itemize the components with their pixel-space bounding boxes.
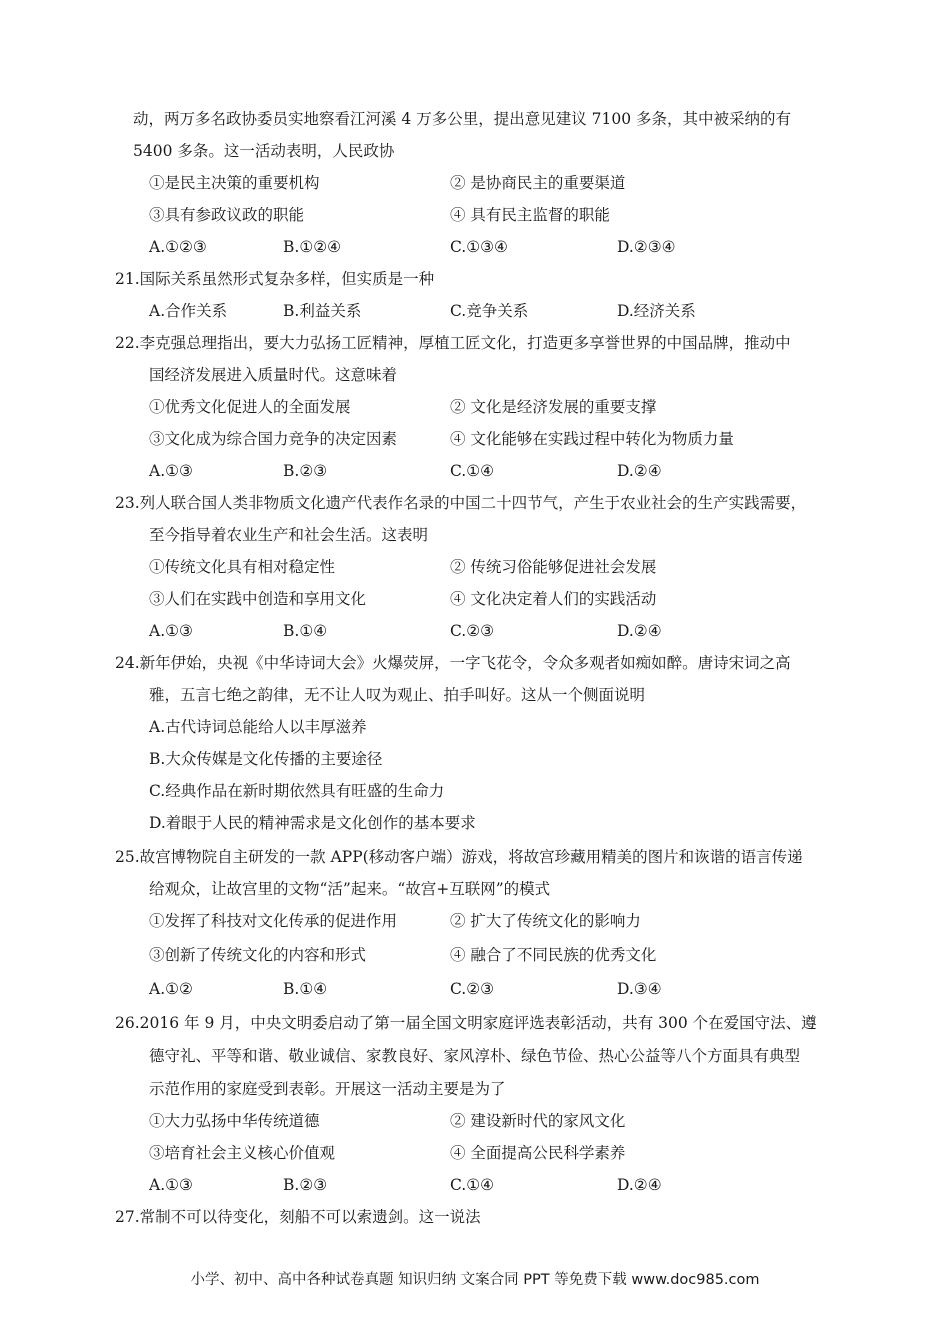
q21-option-c: C.竞争关系 [450, 302, 529, 320]
q20-option-d: D.②③④ [617, 238, 676, 256]
q20-statement-4: ④ 具有民主监督的职能 [450, 206, 610, 224]
q20-stem-line2: 5400 多条。这一活动表明，人民政协 [133, 142, 395, 160]
q24-stem-line1: 24.新年伊始，央视《中华诗词大会》火爆荧屏，一字飞花令，令众多观者如痴如醉。唐诗宋词之高 [115, 654, 791, 672]
q26-statement-3: ③培育社会主义核心价值观 [149, 1144, 336, 1162]
q26-option-d: D.②④ [617, 1176, 662, 1194]
q22-statement-4: ④ 文化能够在实践过程中转化为物质力量 [450, 430, 734, 448]
q26-statement-1: ①大力弘扬中华传统道德 [149, 1112, 320, 1130]
q22-statement-1: ①优秀文化促进人的全面发展 [149, 398, 351, 416]
q24-option-a: A.古代诗词总能给人以丰厚滋养 [149, 718, 367, 736]
q25-stem-line2: 给观众，让故宫里的文物“活”起来。“故宫+互联网”的模式 [149, 880, 551, 898]
q23-stem-line1: 23.列人联合国人类非物质文化遗产代表作名录的中国二十四节气，产生于农业社会的生产实践需要， [115, 494, 807, 512]
q20-option-c: C.①③④ [450, 238, 508, 256]
q22-statement-3: ③文化成为综合国力竞争的决定因素 [149, 430, 398, 448]
q25-option-c: C.②③ [450, 980, 495, 998]
q26-stem-line1: 26.2016 年 9 月，中央文明委启动了第一届全国文明家庭评选表彰活动，共有 300 个在爱国守法、遵 [115, 1014, 817, 1032]
q26-option-b: B.②③ [283, 1176, 328, 1194]
q25-option-b: B.①④ [283, 980, 328, 998]
q26-statement-2: ② 建设新时代的家风文化 [450, 1112, 626, 1130]
q21-option-b: B.利益关系 [283, 302, 362, 320]
q22-option-d: D.②④ [617, 462, 662, 480]
q26-option-c: C.①④ [450, 1176, 495, 1194]
q23-statement-1: ①传统文化具有相对稳定性 [149, 558, 336, 576]
q23-option-c: C.②③ [450, 622, 495, 640]
q23-statement-3: ③人们在实践中创造和享用文化 [149, 590, 367, 608]
q20-stem-line1: 动，两万多名政协委员实地察看江河溪 4 万多公里，提出意见建议 7100 多条，其中被采纳的有 [133, 110, 792, 128]
q23-option-b: B.①④ [283, 622, 328, 640]
page-footer: 小学、初中、高中各种试卷真题 知识归纳 文案合同 PPT 等免费下载 www.doc985.com [190, 1272, 760, 1288]
q24-stem-line2: 雅，五言七绝之韵律，无不让人叹为观止、拍手叫好。这从一个侧面说明 [149, 686, 646, 704]
q22-option-b: B.②③ [283, 462, 328, 480]
q24-option-b: B.大众传媒是文化传播的主要途径 [149, 750, 383, 768]
q25-statement-2: ② 扩大了传统文化的影响力 [450, 912, 641, 930]
q22-option-c: C.①④ [450, 462, 495, 480]
q26-stem-line3: 示范作用的家庭受到表彰。开展这一活动主要是为了 [149, 1080, 506, 1098]
q21-option-a: A.合作关系 [149, 302, 228, 320]
q23-statement-4: ④ 文化决定着人们的实践活动 [450, 590, 657, 608]
q20-statement-1: ①是民主决策的重要机构 [149, 174, 320, 192]
q20-statement-3: ③具有参政议政的职能 [149, 206, 305, 224]
q25-stem-line1: 25.故宫博物院自主研发的一款 APP(移动客户端）游戏，将故宫珍藏用精美的图片和诙谐的语言传递 [115, 848, 803, 866]
q22-stem-line1: 22.李克强总理指出，要大力弘扬工匠精神，厚植工匠文化，打造更多享誉世界的中国品牌，推动中 [115, 334, 791, 352]
q23-statement-2: ② 传统习俗能够促进社会发展 [450, 558, 657, 576]
q20-statement-2: ② 是协商民主的重要渠道 [450, 174, 626, 192]
q25-option-a: A.①② [149, 980, 193, 998]
q22-statement-2: ② 文化是经济发展的重要支撑 [450, 398, 657, 416]
q25-option-d: D.③④ [617, 980, 662, 998]
q26-stem-line2: 德守礼、平等和谐、敬业诚信、家教良好、家风淳朴、绿色节俭、热心公益等八个方面具有典型 [149, 1047, 801, 1065]
q22-option-a: A.①③ [149, 462, 193, 480]
q23-option-a: A.①③ [149, 622, 193, 640]
q24-option-c: C.经典作品在新时期依然具有旺盛的生命力 [149, 782, 445, 800]
q21-stem: 21.国际关系虽然形式复杂多样，但实质是一种 [115, 270, 435, 288]
q23-stem-line2: 至今指导着农业生产和社会生活。这表明 [149, 526, 429, 544]
q25-statement-3: ③创新了传统文化的内容和形式 [149, 946, 367, 964]
q27-stem: 27.常制不可以待变化，刻船不可以索遗剑。这一说法 [115, 1208, 481, 1226]
q25-statement-4: ④ 融合了不同民族的优秀文化 [450, 946, 657, 964]
q21-option-d: D.经济关系 [617, 302, 696, 320]
q24-option-d: D.着眼于人民的精神需求是文化创作的基本要求 [149, 814, 476, 832]
q20-option-a: A.①②③ [149, 238, 207, 256]
q23-option-d: D.②④ [617, 622, 662, 640]
q26-statement-4: ④ 全面提高公民科学素养 [450, 1144, 626, 1162]
q20-option-b: B.①②④ [283, 238, 342, 256]
q26-option-a: A.①③ [149, 1176, 193, 1194]
q22-stem-line2: 国经济发展进入质量时代。这意味着 [149, 366, 398, 384]
q25-statement-1: ①发挥了科技对文化传承的促进作用 [149, 912, 398, 930]
